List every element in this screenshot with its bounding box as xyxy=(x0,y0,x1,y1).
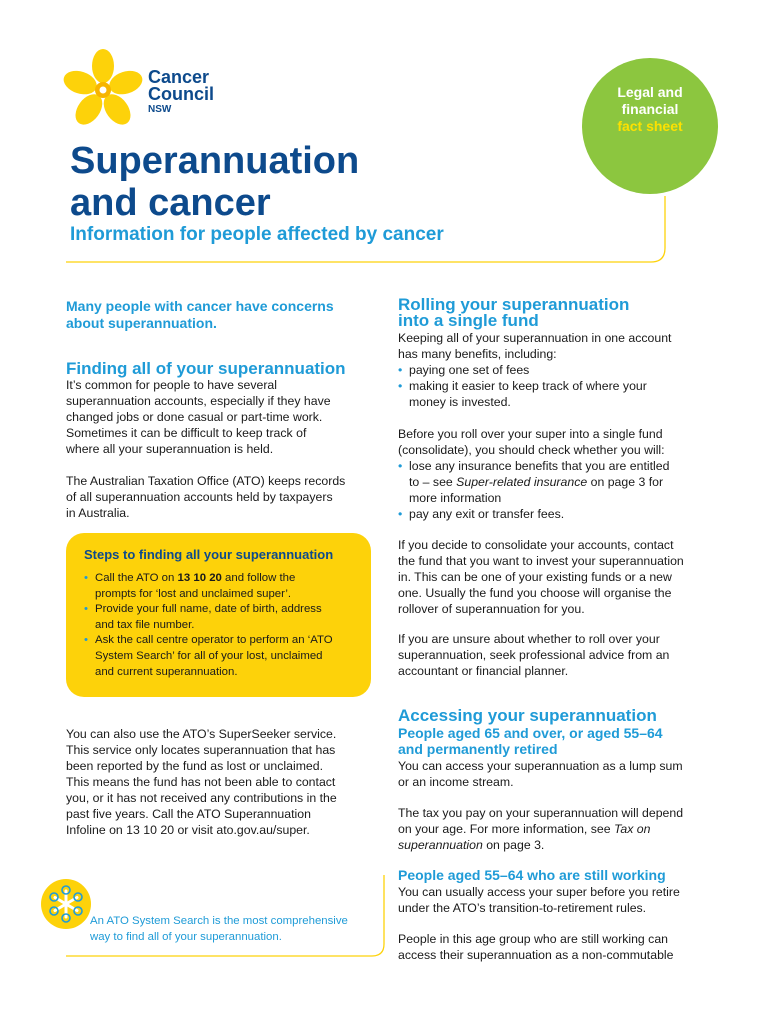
text-line: Sometimes it can be difficult to keep track of xyxy=(66,426,307,440)
badge-line-3: fact sheet xyxy=(617,118,683,134)
logo-text-nsw: NSW xyxy=(148,104,172,115)
logo-text-council: Council xyxy=(148,84,214,104)
text-run: money is invested. xyxy=(409,395,511,409)
text-line: superannuation accounts, especially if they have xyxy=(66,394,331,408)
text-line: You can also use the ATO’s SuperSeeker service. xyxy=(66,727,337,741)
rolling-heading-line-1: Rolling your superannuation xyxy=(398,295,630,314)
aged-heading-line-1: People aged 65 and over, or aged 55–64 xyxy=(398,725,663,741)
steps-list xyxy=(84,571,359,680)
text-line: past five years. Call the ATO Superannuation xyxy=(66,807,311,821)
list-item xyxy=(398,506,718,522)
text-run: on page 3. xyxy=(482,838,545,852)
title-line-1: Superannuation xyxy=(70,140,360,182)
text-line: Before you roll over your super into a single fund xyxy=(398,427,663,441)
bullet-icon: • xyxy=(398,459,403,473)
unsure-paragraph xyxy=(398,631,718,679)
list-item xyxy=(398,362,718,378)
finding-paragraph xyxy=(66,377,376,457)
text-run: Ask the call centre operator to perform an ‘ATO xyxy=(95,634,333,647)
aged-paragraph xyxy=(398,758,718,790)
accessing-heading: Accessing your superannuation xyxy=(398,706,657,725)
tax-reference: Tax on xyxy=(613,822,651,836)
rolling-body xyxy=(398,330,718,410)
ato-paragraph xyxy=(66,473,376,521)
rolling-heading-line-2: into a single fund xyxy=(398,311,539,330)
text-line: superannuation, seek professional advice from an xyxy=(398,648,670,662)
text-line: This means the fund has not been able to contact xyxy=(66,775,336,789)
text-line: People in this age group who are still working can xyxy=(398,932,669,946)
bullet-icon: • xyxy=(398,363,403,377)
page-title xyxy=(70,140,490,224)
superseeker-paragraph xyxy=(66,726,376,838)
list-item xyxy=(398,458,718,506)
text-line: has many benefits, including: xyxy=(398,347,557,361)
text-run: on your age. For more information, see xyxy=(398,822,614,836)
text-line: access their superannuation as a non-commutable xyxy=(398,948,674,962)
finding-heading: Finding all of your superannuation xyxy=(66,359,346,378)
intro-line-2: about superannuation. xyxy=(66,315,217,331)
text-run: and follow the xyxy=(221,572,296,584)
text-line: been reported by the fund as lost or unclaimed. xyxy=(66,759,324,773)
text-run: on page 3 for xyxy=(587,475,664,489)
bullet-icon: • xyxy=(84,572,88,584)
text-line: This service only locates superannuation that has xyxy=(66,743,336,757)
text-line: You can access your superannuation as a lump sum xyxy=(398,759,683,773)
text-line: in. This can be one of your existing funds or a new xyxy=(398,570,672,584)
text-run: paying one set of fees xyxy=(409,363,530,377)
text-line: under the ATO’s transition-to-retirement rules. xyxy=(398,901,647,915)
tax-reference: superannuation xyxy=(398,838,483,852)
check-list xyxy=(398,458,718,522)
text-run: Call the ATO on xyxy=(95,572,178,584)
list-item xyxy=(84,602,359,633)
text-run: Provide your full name, date of birth, address xyxy=(95,603,322,616)
steps-title: Steps to finding all your superannuation xyxy=(84,547,334,562)
text-run: System Search’ for all of your lost, unclaimed xyxy=(95,649,323,662)
badge-line-2: financial xyxy=(621,101,679,117)
insurance-reference: Super-related insurance xyxy=(456,475,588,489)
before-rollover-body xyxy=(398,426,718,522)
text-line: one. Usually the fund you choose will organise the xyxy=(398,586,672,600)
intro-lead xyxy=(66,298,386,332)
working-heading: People aged 55–64 who are still working xyxy=(398,867,666,883)
text-line: where all your superannuation is held. xyxy=(66,442,274,456)
tax-paragraph xyxy=(398,805,728,853)
text-line: If you are unsure about whether to roll over your xyxy=(398,632,660,646)
bullet-icon: • xyxy=(84,603,88,616)
text-line xyxy=(398,837,728,853)
logo-text-cancer: Cancer xyxy=(148,67,210,87)
text-line: changed jobs or done casual or part-time work. xyxy=(66,410,323,424)
text-run: making it easier to keep track of where your xyxy=(409,379,647,393)
steps-box xyxy=(66,533,371,697)
text-run: pay any exit or transfer fees. xyxy=(409,507,565,521)
list-item xyxy=(398,378,718,410)
tip-text xyxy=(90,913,370,945)
working-paragraph xyxy=(398,884,718,916)
text-run: to – see xyxy=(409,475,457,489)
tip-line-2: way to find all of your superannuation. xyxy=(90,931,282,943)
text-line: (consolidate), you should check whether you will: xyxy=(398,443,665,457)
tip-line-1: An ATO System Search is the most comprehensive xyxy=(90,915,348,927)
text-line: accountant or financial planner. xyxy=(398,664,569,678)
bullet-icon: • xyxy=(84,634,88,647)
text-run: more information xyxy=(409,491,502,505)
age-group-paragraph xyxy=(398,931,718,963)
consolidate-paragraph xyxy=(398,537,728,617)
text-run: and tax file number. xyxy=(95,618,195,631)
text-line: The Australian Taxation Office (ATO) keeps records xyxy=(66,474,346,488)
aged-65-heading xyxy=(398,725,663,757)
text-line: or an income stream. xyxy=(398,775,514,789)
text-run: lose any insurance benefits that you are entitled xyxy=(409,459,670,473)
text-line xyxy=(398,821,728,837)
text-line: rollover of superannuation for you. xyxy=(398,602,585,616)
intro-line-1: Many people with cancer have concerns xyxy=(66,298,334,314)
list-item xyxy=(84,571,359,602)
text-line: of all superannuation accounts held by taxpayers xyxy=(66,490,333,504)
list-item xyxy=(84,633,359,680)
text-line: the fund that you want to invest your superannuation xyxy=(398,554,684,568)
aged-heading-line-2: and permanently retired xyxy=(398,741,558,757)
text-line: Keeping all of your superannuation in one account xyxy=(398,331,672,345)
text-run: prompts for ‘lost and unclaimed super’. xyxy=(95,587,292,600)
text-line: The tax you pay on your superannuation will depend xyxy=(398,806,684,820)
text-line: If you decide to consolidate your accounts, contact xyxy=(398,538,674,552)
badge-line-1: Legal and xyxy=(617,84,683,100)
text-line: you, or it has not received any contributions in the xyxy=(66,791,337,805)
benefits-list xyxy=(398,362,718,410)
asterisk-tip-icon xyxy=(40,878,92,930)
text-line: It’s common for people to have several xyxy=(66,378,277,392)
bullet-icon: • xyxy=(398,507,403,521)
text-run: and current superannuation. xyxy=(95,665,238,678)
bullet-icon: • xyxy=(398,379,403,393)
title-line-2: and cancer xyxy=(70,182,271,224)
text-line: Infoline on 13 10 20 or visit ato.gov.au/super. xyxy=(66,823,310,837)
text-line: You can usually access your super before you retire xyxy=(398,885,680,899)
page-subtitle: Information for people affected by cancer xyxy=(70,224,444,245)
text-line: in Australia. xyxy=(66,506,130,520)
phone-number: 13 10 20 xyxy=(177,572,222,584)
rolling-heading xyxy=(398,297,629,329)
